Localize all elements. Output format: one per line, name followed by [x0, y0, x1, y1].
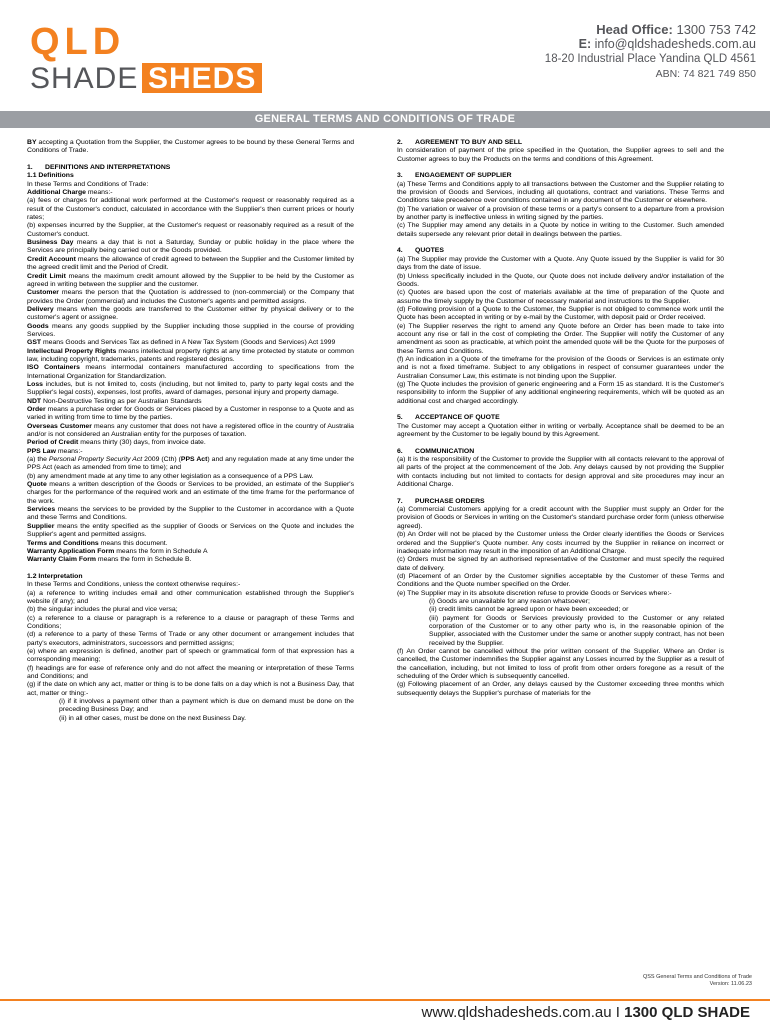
- section-7-title: [397, 498, 724, 506]
- section-4-title: [397, 247, 724, 255]
- def-overseas-customer: [27, 423, 354, 440]
- def-customer: [27, 289, 354, 306]
- text: (a) the: [27, 456, 47, 464]
- definition: means the form in Schedule B.: [97, 556, 192, 564]
- definition: means the form in Schedule A: [116, 547, 208, 555]
- definition: means when the goods are transferred to the Customer either by physical delivery or to the customer's agent or assignee.: [27, 305, 354, 322]
- def-warranty-claim-form: [27, 556, 354, 564]
- def-warranty-application-form: [27, 548, 354, 556]
- def-services: [27, 506, 354, 523]
- footer-divider: [0, 999, 770, 1001]
- def-credit-account: [27, 256, 354, 273]
- section-number: 5.: [397, 414, 403, 422]
- definition: means the entity specified as the supplier of Goods or Services on the Quote and includes the Supplier's agent and permitted assigns.: [27, 522, 354, 539]
- definition: means the services to be provided by the Supplier to the Customer in accordance with a Quote and these Terms and Conditions.: [27, 506, 355, 522]
- section-number: 3.: [397, 172, 403, 180]
- def-goods: [27, 323, 354, 340]
- head-office-label: Head Office:: [596, 22, 673, 37]
- document-title: GENERAL TERMS AND CONDITIONS OF TRADE: [0, 111, 770, 128]
- footer-contact: [422, 1004, 751, 1022]
- term: Customer: [27, 289, 59, 297]
- term: Intellectual Property Rights: [27, 347, 117, 355]
- interpretation-f: (f) headings are for ease of reference only and do not affect the meaning or interpretation of these Terms and Conditions; and: [27, 664, 354, 680]
- def-additional-charge-b: (b) expenses incurred by the Supplier, at the Customer's request or reasonably required as a result of the Customer's conduct.: [27, 222, 354, 238]
- section-number: 2.: [397, 139, 403, 146]
- def-ipr: [27, 348, 354, 365]
- section-4-e: (e) The Supplier reserves the right to amend any Quote before an Order has been made to take into account any rise or fall in the cost of completing the Order. The Supplier will notify the Customer of any amendment as soon as practicable, at which point the amended quote will be the Quote for the purposes of these Terms and Conditions.: [397, 322, 724, 355]
- section-heading: ACCEPTANCE OF QUOTE: [415, 414, 500, 422]
- section-2-text: In consideration of payment of the price specified in the Quotation, the Supplier agrees to sell and the Customer agrees to buy the Products on the terms and conditions of this Agreement.: [397, 147, 724, 163]
- section-3-a: (a) These Terms and Conditions apply to all transactions between the Customer and the Supplier relating to the provision of Goods and Services, including all quotations, contract and variations. These Terms and Conditions take precedence over conditions contained in any document of the Customer or elsewhere.: [397, 180, 724, 205]
- company-logo: [30, 21, 280, 95]
- definition: means intellectual property rights at any time protected by statute or common law, including copyright, trademarks, patents and registered designs.: [27, 347, 354, 363]
- def-period-of-credit: [27, 439, 354, 447]
- section-6-title: [397, 448, 724, 456]
- def-pps-law: [27, 448, 354, 456]
- head-office-phone: 1300 753 742: [676, 22, 756, 37]
- interpretation-d: (d) a reference to a party of these Terms of Trade or any other document or arrangement includes that party's executors, administrators, successors and permitted assigns;: [27, 631, 354, 647]
- section-4-a: (a) The Supplier may provide the Customer with a Quote. Any Quote issued by the Supplier is valid for 30 days from the date of issue.: [397, 255, 724, 272]
- definition: means the allowance of credit agreed to between the Supplier and the Customer limited by the agreed credit limit and the Period of Credit.: [27, 255, 355, 272]
- def-gst: [27, 339, 354, 347]
- definition: means Goods and Services Tax as defined in A New Tax System (Goods and Services) Act 1999: [42, 339, 336, 347]
- definition: means intermodal containers manufactured according to specifications from the International Organization for Standardization.: [27, 364, 355, 380]
- section-number: 7.: [397, 497, 403, 505]
- section-7-e-ii: (ii) credit limits cannot be agreed upon or have been exceeded; or: [429, 606, 629, 614]
- section-heading: ENGAGEMENT OF SUPPLIER: [415, 172, 512, 180]
- definition: Non-Destructive Testing as per Australian Standards: [42, 397, 202, 405]
- email-address[interactable]: info@qldshadesheds.com.au: [594, 37, 756, 51]
- term: Terms and Conditions: [27, 539, 99, 547]
- def-pps-law-a: [27, 456, 354, 473]
- interpretation-g-ii: (ii) in all other cases, must be done on the next Business Day.: [59, 714, 247, 722]
- definition: means:-: [87, 189, 113, 197]
- section-heading: QUOTES: [415, 247, 444, 255]
- email-label: E:: [578, 37, 592, 51]
- def-supplier: [27, 523, 354, 540]
- logo-sheds: SHEDS: [142, 63, 262, 93]
- definition: means a purchase order for Goods or Services placed by a Customer in response to a Quote and as varied in writing from time to time by the parties.: [27, 406, 354, 422]
- section-6-a: (a) It is the responsibility of the Customer to provide the Supplier with all contacts relevant to the approval of all parts of the project at the commencement of the Job. Any delays caused by not providing the Supplier with contacts including but not limited to contacts for design approval and site procedures may incur an Additional Charge.: [397, 456, 724, 489]
- interpretation-g-i: (i) if it involves a payment other than a payment which is due on demand must be done on the preceding Business Day; and: [59, 698, 354, 714]
- email-line: [545, 37, 756, 52]
- section-5-text: The Customer may accept a Quotation either in writing or verbally. Acceptance shall be deemed to be an agreement by the Customer to be legally bound by this Agreement.: [397, 422, 724, 439]
- interpretation-b: (b) the singular includes the plural and vice versa;: [27, 606, 178, 614]
- term: Quote: [27, 481, 47, 489]
- section-4-c: (c) Quotes are based upon the cost of materials available at the time of preparation of the Quote and assume the timely supply by the Customer of necessary material and instructions to the Supplier.: [397, 289, 724, 305]
- section-4-g: (g) The Quote includes the provision of generic engineering and a Form 15 as standard. It is the Customer's responsibility to inform the Supplier of any additional engineering requirements, which will be quoted as an additional cost and charged accordingly.: [397, 380, 724, 405]
- section-2-title: [397, 139, 724, 147]
- term: PPS Law: [27, 447, 56, 455]
- section-7-f: (f) An Order cannot be cancelled without the prior written consent of the Supplier. Where an Order is cancelled, the Customer indemnifies the Supplier against any Losses incurred by the Supplier as a result of the cancellation, including, but not limited to loss of profit from other orders foregone as a result of the scheduling of the Order which is subsequently cancelled.: [397, 647, 724, 680]
- definition: means the person that the Quotation is addressed to (non-commercial) or the Company that provides the Order (commercial) and includes the Customer's agents and permitted assigns.: [27, 289, 354, 305]
- def-iso-containers: [27, 364, 354, 381]
- section-4-d: (d) Following provision of a Quote to the Customer, the Supplier is not obliged to commence work until the Quote has been accepted in writing or by e-mail by the Customer, with deposit paid or Order received.: [397, 305, 724, 322]
- def-terms-and-conditions: [27, 540, 354, 548]
- contact-block: [545, 22, 756, 82]
- term: Business Day: [27, 239, 74, 247]
- section-number: 6.: [397, 447, 403, 455]
- footer-website[interactable]: www.qldshadesheds.com.au: [421, 1004, 612, 1021]
- term: ISO Containers: [27, 364, 80, 372]
- section-4-f: (f) An indication in a Quote of the timeframe for the provision of the Goods or Services is an estimate only and is not a fixed timeframe. Subject to any obligations in respect of consumer guarantees under the Australian Consumer Law, this estimate is not binding upon the Supplier.: [397, 355, 724, 380]
- def-additional-charge-a: (a) fees or charges for additional work performed at the Customer's request or reasonably required as a result of the Customer's conduct, calculated in accordance with the Supplier's then current prices or hourly rates;: [27, 197, 354, 222]
- section-3-b: (b) The variation or waiver of a provision of these terms or a party's consent to a departure from a provision by another party is ineffective unless in writing signed by the parties.: [397, 205, 724, 222]
- def-pps-law-b: (b) any amendment made at any time to any other legislation as a consequence of a PPS Law.: [27, 472, 314, 480]
- section-7-e-iii: (iii) payment for Goods or Services previously provided to the Customer or any related corporation of the Customer or to any other party who is, in the reasonable opinion of the Supplier, associated with the Customer under the same or another supply contract, has not been received by the Supplier.: [429, 614, 724, 647]
- intro-text: accepting a Quotation from the Supplier, the Customer agrees to be bound by these General Terms and Conditions of Trade.: [27, 139, 354, 155]
- document-version-info: [643, 974, 752, 987]
- act-name: Personal Property Security Act: [48, 456, 143, 464]
- def-loss: [27, 381, 354, 398]
- term: Warranty Application Form: [27, 547, 115, 555]
- def-business-day: [27, 239, 354, 256]
- left-column: [27, 139, 354, 723]
- intro-bold: BY: [27, 139, 37, 146]
- definitions-intro: In these Terms and Conditions of Trade:: [27, 180, 149, 188]
- definition: includes, but is not limited to, costs (including, but not limited to, party to party legal costs and the Supplier's legal costs), expenses, lost profits, award of damages, personal injury and property damage.: [27, 380, 354, 397]
- term: Delivery: [27, 305, 54, 313]
- term: Additional Charge: [27, 189, 86, 197]
- section-heading: AGREEMENT TO BUY AND SELL: [415, 139, 523, 146]
- section-3-title: [397, 172, 724, 180]
- section-7-e: (e) The Supplier may in its absolute discretion refuse to provide Goods or Services where:-: [397, 589, 672, 597]
- def-credit-limit: [27, 273, 354, 290]
- section-heading: COMMUNICATION: [415, 447, 475, 455]
- term: GST: [27, 339, 42, 347]
- definition: means thirty (30) days, from invoice date.: [80, 439, 206, 447]
- interpretation-g: (g) if the date on which any act, matter or thing is to be done falls on a day which is not a Business Day, that act, matter or thing:-: [27, 681, 354, 697]
- footer-separator: I: [615, 1004, 620, 1021]
- section-4-b: (b) Unless specifically included in the Quote, our Quote does not include delivery and/or installation of the Goods.: [397, 272, 724, 288]
- section-7-a: (a) Commercial Customers applying for a credit account with the Supplier must supply an Order for the provision of Goods or Services in writing on the Customer's standard purchase order form (unless otherwise agreed).: [397, 506, 724, 530]
- abn: ABN: 74 821 749 850: [655, 68, 756, 80]
- term: Loss: [27, 380, 43, 388]
- interpretation-a: (a) a reference to writing includes email and other communication established through the Supplier's website (if any); and: [27, 589, 354, 605]
- section-7-e-i: (i) Goods are unavailable for any reason whatsoever;: [429, 597, 590, 605]
- definition: means:-: [57, 447, 83, 455]
- footer-phone-brand: 1300 QLD SHADE: [624, 1004, 750, 1021]
- address: 18-20 Industrial Place Yandina QLD 4561: [544, 53, 756, 65]
- section-1-number: 1.: [27, 164, 33, 172]
- interpretation-intro: In these Terms and Conditions, unless the context otherwise requires:-: [27, 581, 241, 589]
- term: NDT: [27, 397, 42, 405]
- section-heading: PURCHASE ORDERS: [415, 497, 485, 505]
- intro-paragraph: [27, 139, 354, 156]
- term: Supplier: [27, 522, 55, 530]
- def-order: [27, 406, 354, 423]
- definition: means a written description of the Goods or Services to be provided, an estimate of the Supplier's charges for the performance of the required work and an estimate of the time frame for the performance of the work.: [27, 481, 354, 505]
- def-delivery: [27, 306, 354, 323]
- term: Services: [27, 506, 56, 514]
- section-number: 4.: [397, 247, 403, 255]
- document-version: Version: 11.06.23: [709, 980, 752, 987]
- section-1-1-title: 1.1 Definitions: [27, 172, 74, 180]
- section-7-b: (b) An Order will not be placed by the Customer unless the Order clearly identifies the Goods or Services ordered and the Supplier's Quote number. Any costs incurred by the Supplier in reliance on incorrect or inadequate information may result in the imposition of an Additional Charge.: [397, 531, 724, 555]
- section-1-title: [27, 164, 354, 172]
- section-7-d: (d) Placement of an Order by the Customer signifies acceptable by the Customer of these Terms and Conditions and the Quote number specified on the Order.: [397, 572, 724, 589]
- term: Period of Credit: [27, 439, 79, 447]
- pps-act: PPS Act: [180, 456, 208, 464]
- def-ndt: [27, 398, 354, 406]
- definition: means this document.: [100, 539, 168, 547]
- term: Order: [27, 406, 46, 413]
- interpretation-c: (c) a reference to a clause or paragraph is a reference to a clause or paragraph of these Terms and Conditions;: [27, 614, 354, 630]
- term: Credit Limit: [27, 272, 66, 280]
- term: Overseas Customer: [27, 422, 92, 430]
- definition: means any customer that does not have a registered office in the country of Australia and/or is not considered an Australian entity for the purposes of taxation.: [27, 422, 354, 439]
- right-column: [397, 139, 724, 698]
- section-7-c: (c) Orders must be signed by an authorised representative of the Customer and must specify the required date of delivery.: [397, 556, 724, 572]
- definition: means any goods supplied by the Supplier including those supplied in the course of providing Services.: [27, 322, 354, 338]
- term: Goods: [27, 322, 49, 330]
- term: Credit Account: [27, 255, 76, 263]
- section-1-2-title: 1.2 Interpretation: [27, 572, 83, 580]
- text: ) and any regulation made at any time under the PPS Act (each as amended from time to time); and: [27, 456, 355, 472]
- logo-qld: QLD: [30, 21, 126, 63]
- logo-shade: SHADE: [30, 62, 139, 95]
- definition: means a day that is not a Saturday, Sunday or public holiday in the place where the Services are principally being carried out or the Goods provided.: [27, 239, 355, 255]
- section-5-title: [397, 414, 724, 422]
- def-quote: [27, 481, 354, 506]
- section-1-heading: DEFINITIONS AND INTERPRETATIONS: [45, 164, 171, 172]
- document-name: QSS General Terms and Conditions of Trade: [642, 974, 752, 980]
- head-office: [545, 22, 756, 37]
- section-3-c: (c) The Supplier may amend any details in a Quote by notice in writing to the Customer. Such amended details supersede any relevant prior detail in dealings between the parties.: [397, 222, 724, 238]
- section-7-g: (g) Following placement of an Order, any delays caused by the Customer exceeding three months which subsequently delays the Supplier's purchase of materials for the: [397, 681, 724, 697]
- def-additional-charge: [27, 189, 354, 197]
- interpretation-e: (e) where an expression is defined, another part of speech or grammatical form of that expression has a corresponding meaning;: [27, 647, 354, 664]
- text: 2009 (Cth) (: [144, 456, 181, 464]
- definition: means the maximum credit amount allowed by the Supplier to be held by the Customer as agreed in writing between the supplier and the customer.: [27, 272, 355, 288]
- term: Warranty Claim Form: [27, 556, 96, 564]
